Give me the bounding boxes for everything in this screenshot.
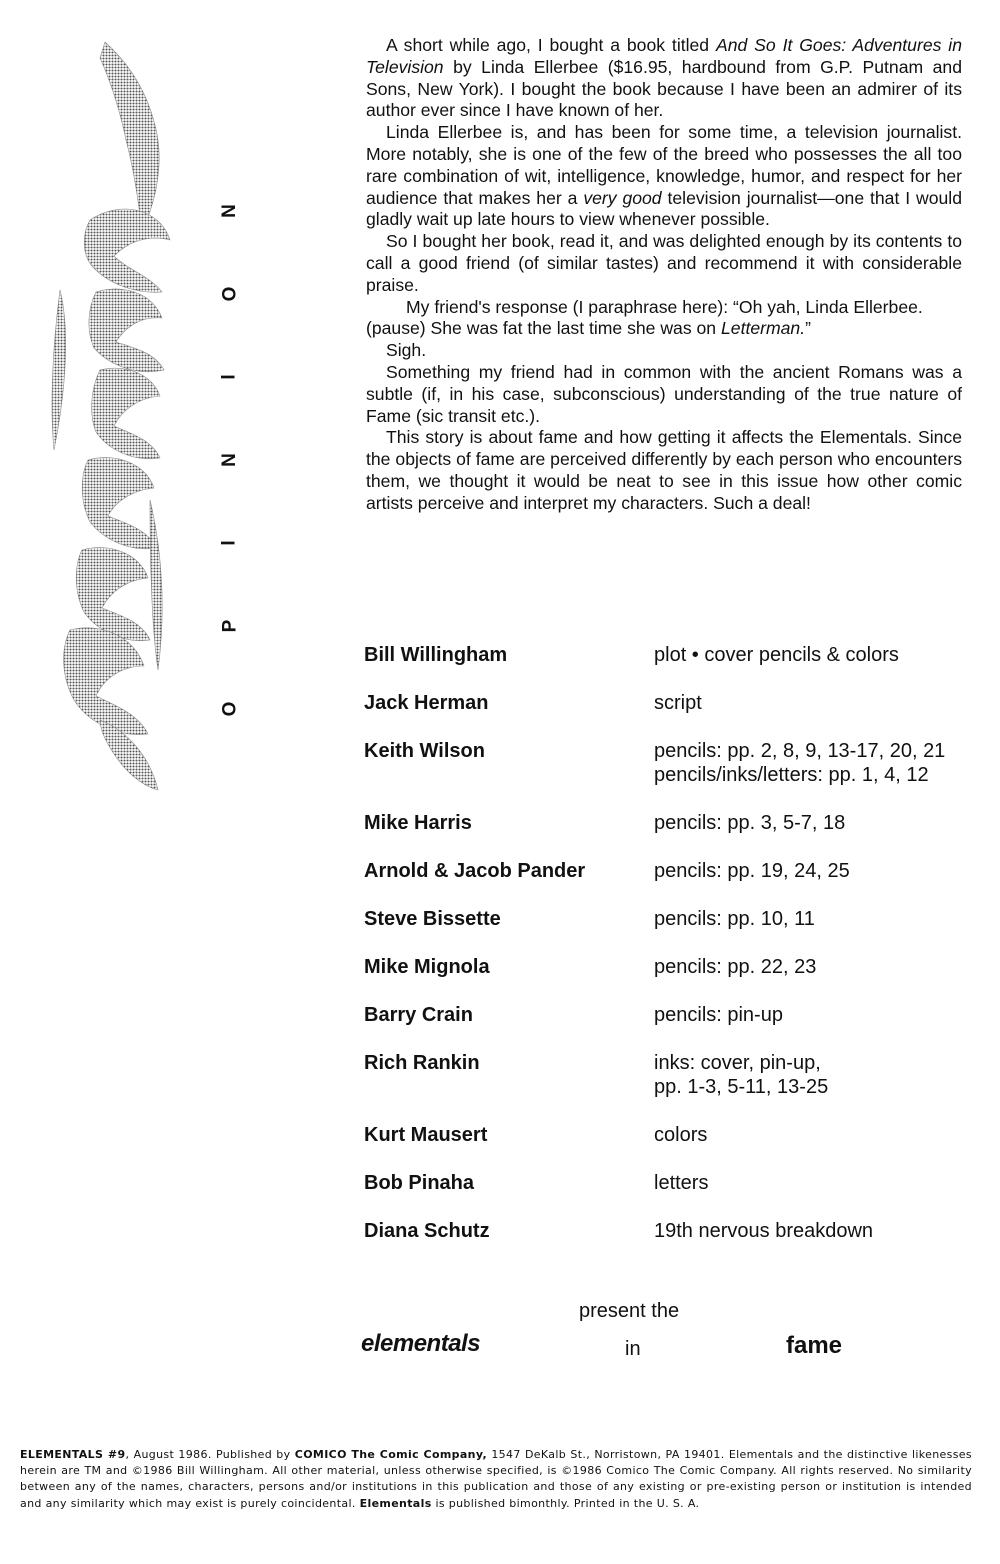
text-run: by Linda Ellerbee ($16.95, hardbound from G.P. Putnam and Sons, New York). I bought the book because I have been an admirer of its author ever since I have known of her.: [366, 56, 962, 121]
credits-list: [364, 643, 964, 1267]
indicia-text: is published bimonthly. Printed in the U. S. A.: [431, 1496, 700, 1510]
credit-name: Arnold & Jacob Pander: [364, 860, 586, 882]
italic-text: very good: [583, 187, 662, 208]
opinion-letter: P: [219, 619, 240, 633]
credit-role: pencils: pin-up: [654, 1004, 783, 1026]
story-title: fame: [786, 1332, 843, 1359]
indicia-text: 1547 DeKalb St., Norristown, PA 19401. Elementals and the distinctive likenesses herein are TM and ©1986 Bill Willingham. All other material, unless otherwise specified, is ©1986 Comico The Comic Company. All rights reserved. No similarity between any of the names, characters, persons and/or institutions in this publication and those of any existing or pre-existing person or institution is intended and any similarity which may exist is purely coincidental.: [20, 1448, 973, 1510]
opinion-letter: N: [218, 453, 240, 467]
editorial-article: [366, 35, 962, 515]
credit-role: letters: [654, 1172, 709, 1194]
opinion-vertical-label: [218, 200, 242, 720]
opinion-letter: I: [219, 540, 240, 546]
credit-row: [364, 955, 964, 979]
credit-role: pencils: pp. 19, 24, 25: [654, 860, 850, 882]
indicia-bold-text: ELEMENTALS #9: [20, 1448, 126, 1461]
credit-row: [364, 1003, 964, 1027]
article-paragraph: [366, 427, 962, 514]
credit-row: [364, 859, 964, 883]
credit-name: Mike Mignola: [364, 956, 490, 978]
credit-role: inks: cover, pin-up, pp. 1-3, 5-11, 13-25: [654, 1052, 829, 1098]
credit-row: [364, 907, 964, 931]
series-title: elementals: [361, 1330, 481, 1357]
credit-row: [364, 1123, 964, 1147]
credit-role: plot • cover pencils & colors: [654, 644, 899, 666]
indicia-bold-text: COMICO The Comic Company,: [294, 1448, 488, 1461]
credit-role: pencils: pp. 3, 5-7, 18: [654, 812, 846, 834]
credit-name: Bob Pinaha: [364, 1172, 475, 1194]
credit-role: script: [654, 692, 702, 714]
credit-name: Mike Harris: [364, 812, 472, 834]
credit-role: pencils: pp. 22, 23: [654, 956, 817, 978]
italic-text: And So It Goes: Adventures in Television: [366, 35, 962, 77]
publication-indicia: [20, 1447, 972, 1512]
credit-row: [364, 811, 964, 835]
credit-role: colors: [654, 1124, 708, 1146]
text-run: television journalist—one that I would gladly wait up late hours to view whenever possible.: [366, 187, 963, 230]
article-paragraph: [366, 340, 962, 362]
indicia-text: , August 1986. Published by: [125, 1448, 295, 1461]
text-run: This story is about fame and how getting it affects the Elementals. Since the objects of fame are perceived differently by each person who encounters them, we thought it would be neat to see in this issue how other comic artists perceive and interpret my characters. Such a deal!: [366, 427, 962, 513]
text-run: Linda Ellerbee is, and has been for some time, a television journalist. More notably, she is one of the few of the breed who possesses the all too rare combination of wit, intelligence, knowledge, humor, and respect for her audience that makes her a: [366, 122, 962, 208]
in-text: in: [625, 1338, 641, 1360]
credit-row: [364, 1171, 964, 1195]
credit-role: pencils: pp. 10, 11: [654, 908, 815, 930]
opinion-letter: I: [219, 374, 240, 380]
credit-row: [364, 1219, 964, 1243]
credit-name: Keith Wilson: [364, 740, 485, 762]
article-paragraph: [366, 297, 962, 341]
present-the-text: present the: [579, 1300, 680, 1322]
editorial-logo: [30, 30, 210, 800]
credit-row: [364, 1051, 964, 1099]
credit-row: [364, 739, 964, 787]
text-run: Sigh.: [386, 340, 427, 361]
italic-text: Letterman.: [721, 318, 806, 339]
article-paragraph: [366, 122, 962, 231]
opinion-letter: N: [218, 204, 240, 218]
credit-name: Kurt Mausert: [364, 1124, 488, 1146]
article-paragraph: [366, 362, 962, 427]
credit-role: 19th nervous breakdown: [654, 1220, 874, 1242]
credit-name: Diana Schutz: [364, 1220, 490, 1242]
opinion-letter: O: [219, 286, 240, 302]
article-paragraph: [366, 231, 962, 296]
text-run: A short while ago, I bought a book titled: [386, 35, 716, 55]
credit-role: pencils: pp. 2, 8, 9, 13-17, 20, 21 pencils/inks/letters: pp. 1, 4, 12: [654, 740, 946, 786]
text-run: So I bought her book, read it, and was delighted enough by its contents to call a good friend (of similar tastes) and recommend it with considerable praise.: [366, 231, 962, 295]
article-paragraph: [366, 35, 962, 122]
text-run: My friend's response (I paraphrase here): “Oh yah, Linda Ellerbee. (pause) She was fat the last time she was on: [366, 296, 923, 339]
indicia-bold-text: Elementals: [359, 1496, 432, 1510]
opinion-letter: O: [219, 701, 240, 717]
text-run: Something my friend had in common with the ancient Romans was a subtle (if, in his case, subconscious) understanding of the true nature of Fame (sic transit etc.).: [366, 361, 962, 426]
credit-row: [364, 691, 964, 715]
credit-name: Bill Willingham: [364, 644, 508, 666]
credit-row: [364, 643, 964, 667]
credit-name: Rich Rankin: [364, 1052, 480, 1074]
text-run: ”: [805, 318, 811, 339]
credit-name: Jack Herman: [364, 692, 489, 714]
credit-name: Barry Crain: [364, 1004, 473, 1026]
credit-name: Steve Bissette: [364, 908, 501, 930]
